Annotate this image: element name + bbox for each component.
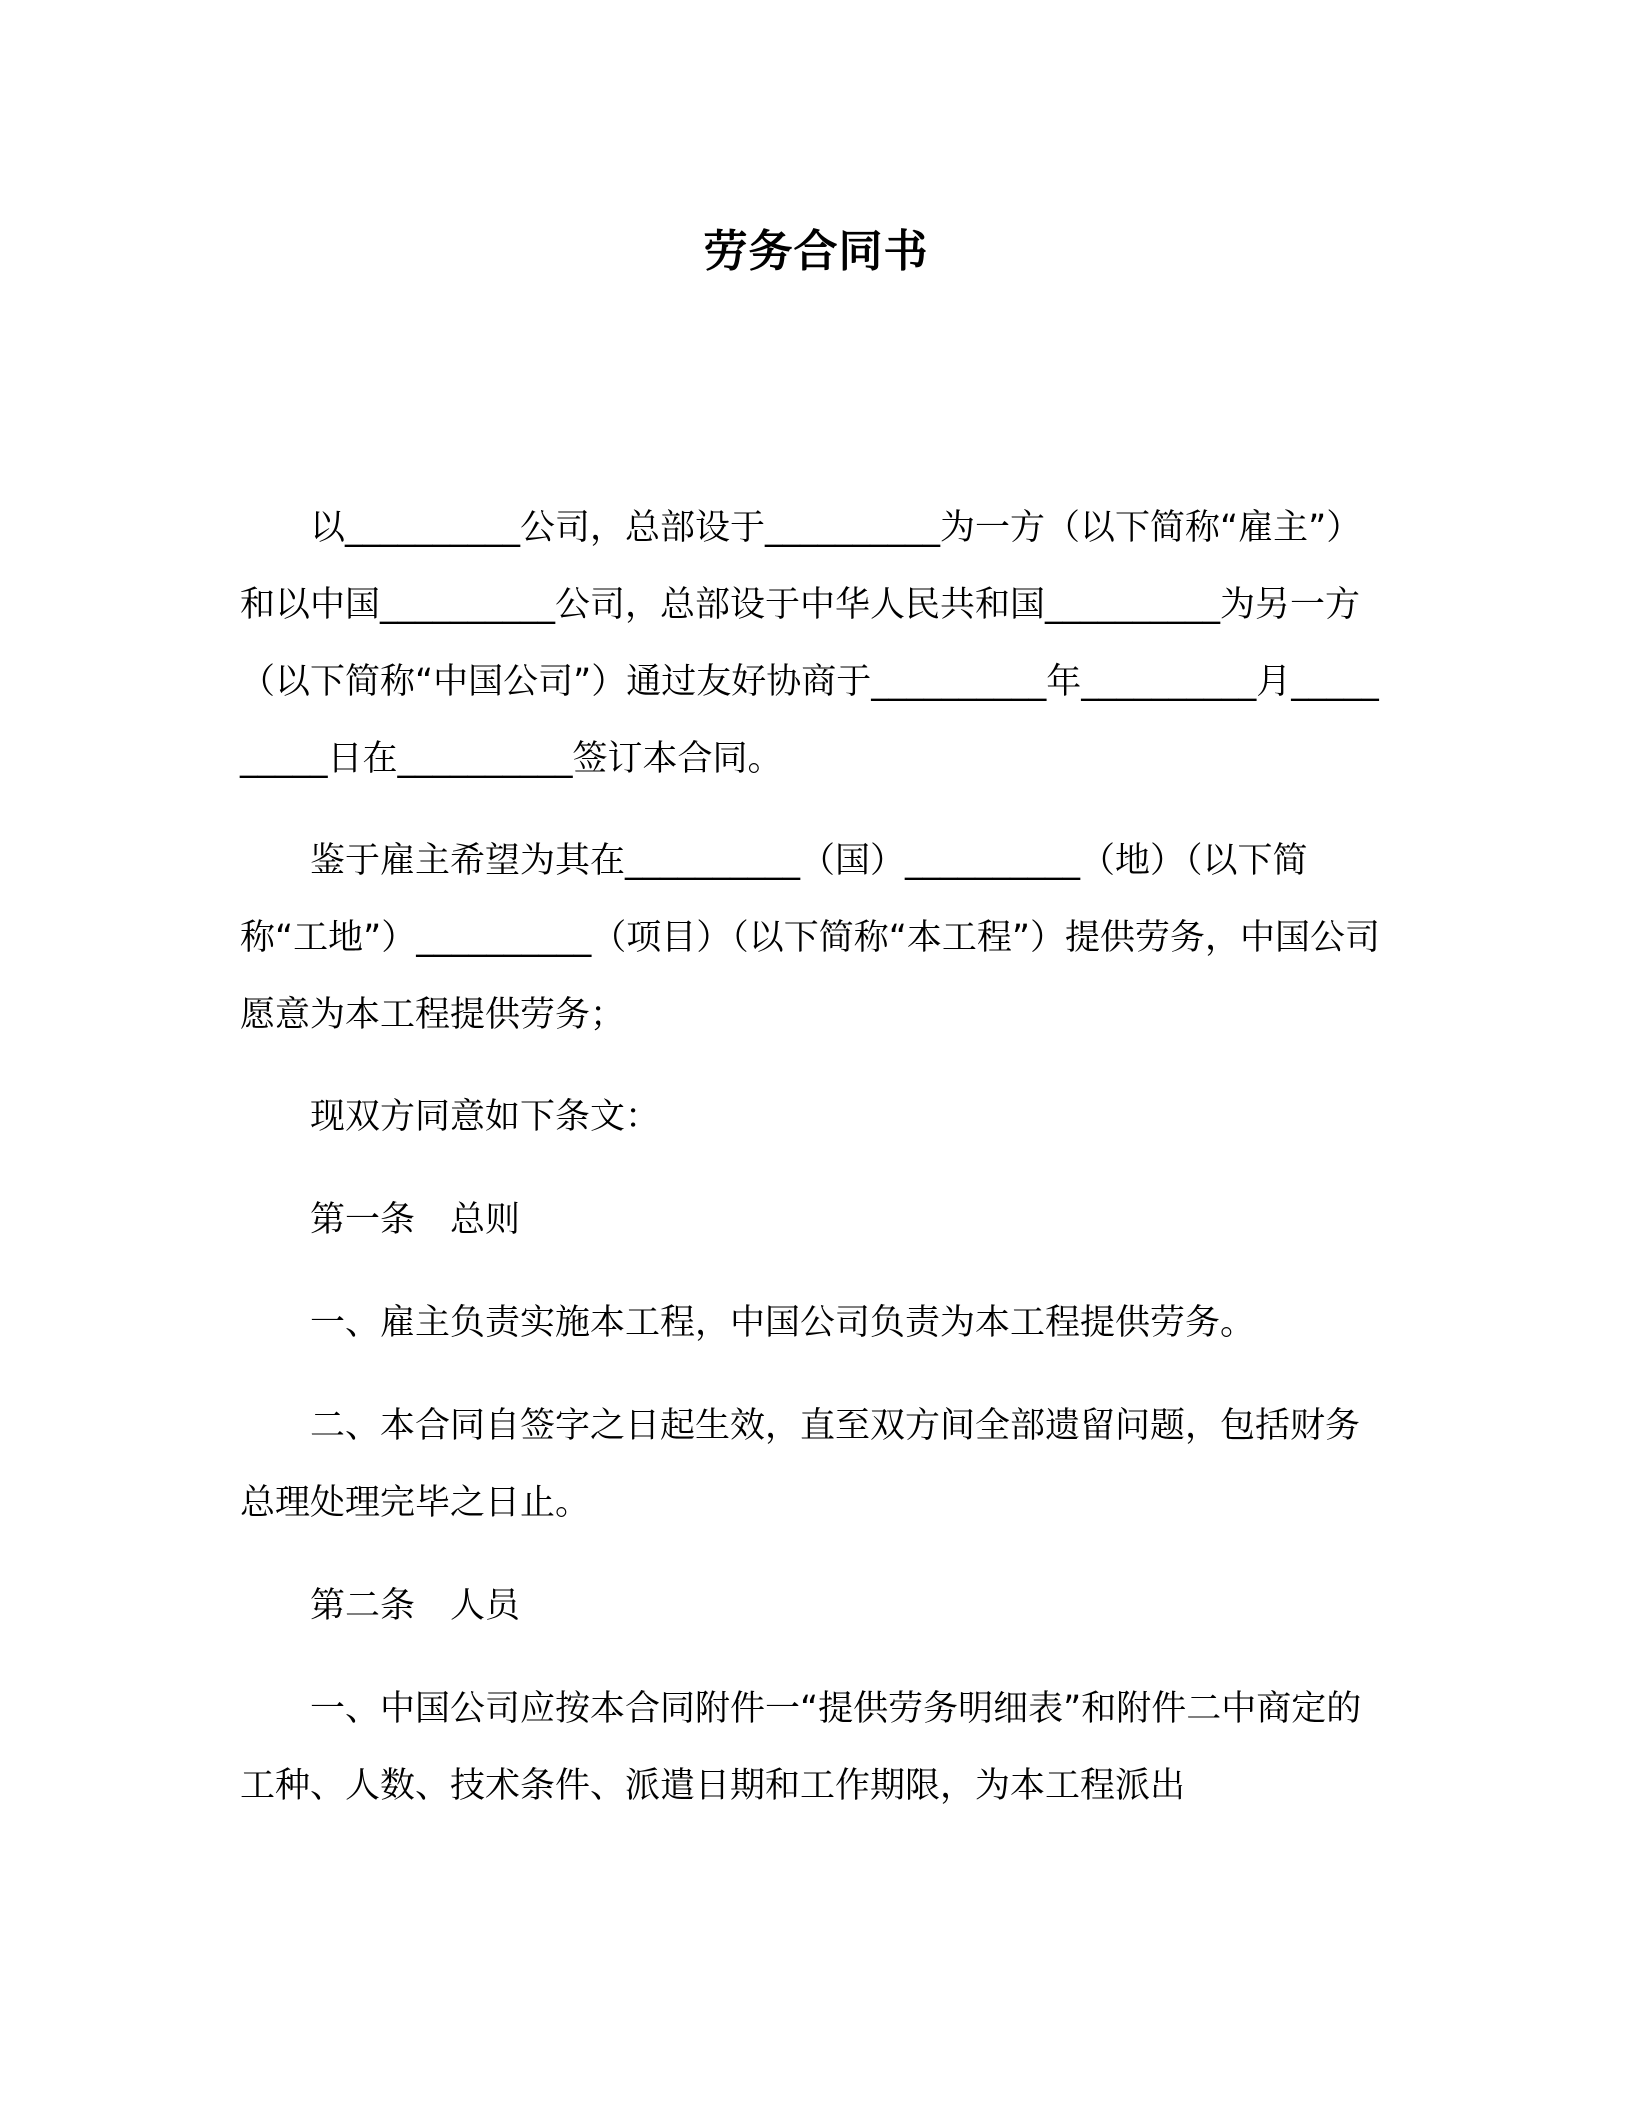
article-1-clause-1: 一、雇主负责实施本工程，中国公司负责为本工程提供劳务。 (310, 1303, 1256, 1343)
article-2-heading: 第二条 人员 (310, 1586, 521, 1626)
paragraph-parties: 以__________公司，总部设于__________为一方（以下简称“雇主”）和以中国__________公司，总部设于中华人民共和国__________为另一方（以下简称“中国公司”）通过友好协商于__________年__________月__________日在__________签订本合同。 (240, 508, 1379, 779)
document-body (240, 490, 1385, 1825)
paragraph-recital: 鉴于雇主希望为其在__________（国）__________（地）（以下简称“工地”）__________（项目）（以下简称“本工程”）提供劳务，中国公司愿意为本工程提供劳务； (240, 841, 1381, 1035)
article-2-clause-1: 一、中国公司应按本合同附件一“提供劳务明细表”和附件二中商定的工种、人数、技术条件、派遣日期和工作期限，为本工程派出 (240, 1689, 1362, 1806)
document-title: 劳务合同书 (703, 226, 929, 277)
article-1-clause-2: 二、本合同自签字之日起生效，直至双方间全部遗留问题，包括财务总理处理完毕之日止。 (240, 1406, 1361, 1523)
paragraph-agreement-intro: 现双方同意如下条文： (310, 1097, 661, 1137)
article-1-heading: 第一条 总则 (310, 1200, 521, 1240)
